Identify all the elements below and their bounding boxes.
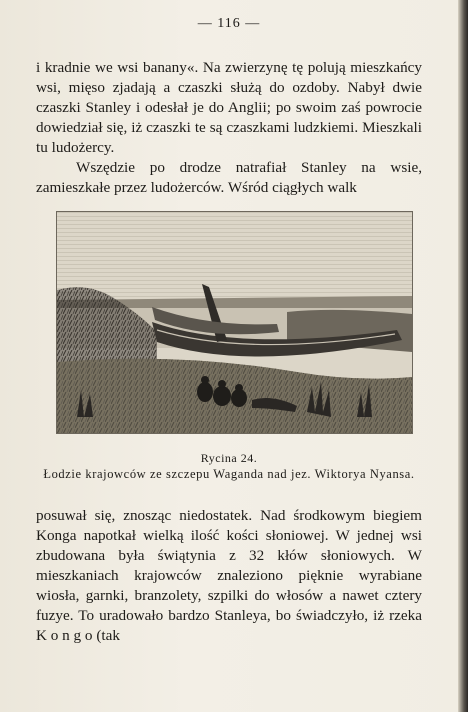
page-edge-shadow	[458, 0, 468, 712]
page-number: — 116 —	[197, 16, 261, 31]
paragraph-bottom: posuwał się, znosząc niedostatek. Nad środkowym biegiem Konga napotkał wielką ilość kości słoniowej. W jednej wsi zbudowana była świątynia z 32 kłów słoniowych. W mieszkaniach krajowców znaleziono pięknie wyrabiane wiosła, garnki, branzolety, szpilki do włosów a nawet cztery fuzye. To uradowało bardzo Stanleya, bo świadczyło, iż rzeka K o n g o (tak	[36, 507, 422, 644]
paragraph-top: i kradnie we wsi banany«. Na zwierzynę tę polują mieszkańcy wsi, mięso zjadają a czaszki służą do ozdoby. Nabył dwie czaszki Stanley i odesłał je do Anglii; po swoim zaś powrocie dowiedział się, iż czaszki te są czaszkami ludzkiemi. Mieszkali tu ludożercy.	[36, 59, 422, 156]
figure-caption: Łodzie krajowców ze szczepu Waganda nad jez. Wiktorya Nyansa.	[43, 467, 415, 481]
engraving-image	[57, 212, 412, 433]
figure-label: Rycina 24.	[200, 451, 258, 465]
illustration-boats	[56, 211, 413, 434]
paragraph-second: Wszędzie po drodze natrafiał Stanley na wsie, zamieszkałe przez ludożerców. Wśród ciągłych walk	[36, 159, 422, 196]
text-block-top	[36, 58, 422, 198]
